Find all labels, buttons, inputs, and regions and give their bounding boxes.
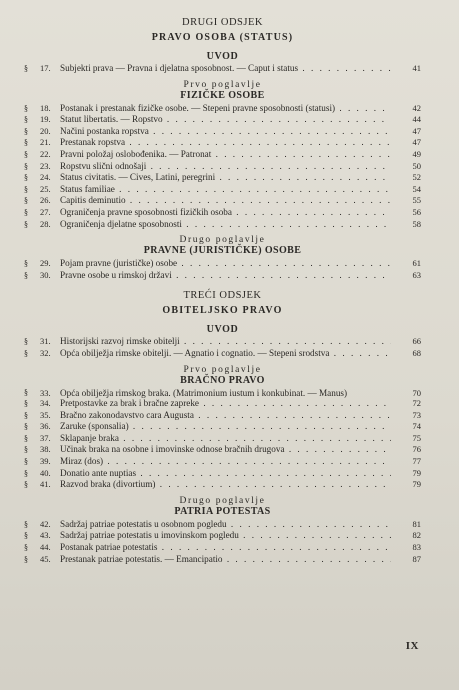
entry-title: Bračno zakonodavstvo cara Augusta . . . (60, 410, 391, 421)
section-sign: § (24, 422, 28, 432)
entry-number: 17. (40, 63, 51, 73)
toc-entry[interactable] (24, 270, 421, 282)
entry-number: 39. (40, 456, 51, 467)
section-sign: § (24, 219, 28, 229)
section-sign: § (24, 259, 28, 269)
chapter-entries (24, 103, 421, 231)
entry-title: Historijski razvoj rimske obitelji . . . (60, 336, 391, 347)
section-sign: § (24, 445, 28, 455)
intro-entries (24, 336, 421, 359)
entry-page: 47 (412, 137, 421, 148)
toc-entry[interactable] (24, 444, 421, 456)
entry-page: 72 (412, 398, 421, 409)
entry-title: Učinak braka na osobne i imovinske odnose bračnih drugova . . . (60, 444, 391, 455)
toc-entry[interactable] (24, 542, 421, 554)
section-sign: § (24, 115, 28, 125)
entry-title: Pojam pravne (jurističke) osobe . . . (60, 258, 391, 269)
entry-title: Opća obilježja rimskog braka. (Matrimonium iustum i konkubinat. — Manus) (60, 387, 348, 398)
section-heading: DRUGI ODSJEK (182, 17, 263, 28)
section-sign: § (24, 410, 28, 420)
entry-page: 55 (412, 195, 421, 206)
toc-entry[interactable] (24, 137, 421, 149)
chapter-label: Drugo poglavlje (179, 235, 266, 246)
entry-page: 79 (412, 467, 421, 478)
section-sign: § (24, 103, 28, 113)
chapter-label: Prvo poglavlje (183, 79, 262, 90)
entry-number: 34. (40, 398, 51, 409)
entry-title: Ograničenja pravne sposobnosti fizičkih osoba . . . (60, 207, 391, 218)
entry-title: Pravni položaj oslobođenika. — Patronat . . . (60, 149, 391, 160)
toc-entry[interactable] (24, 519, 421, 531)
page-number: IX (405, 640, 419, 652)
entry-page: 75 (412, 432, 421, 443)
section-sign: § (24, 138, 28, 148)
entry-title: Pravne osobe u rimskoj državi . . . (60, 270, 391, 281)
section-sign: § (24, 337, 28, 347)
entry-title: Pretpostavke za brak i bračne zapreke . . . (60, 398, 391, 409)
intro-entries (24, 63, 421, 75)
entry-title: Sklapanje braka . . . (60, 433, 391, 444)
entry-number: 42. (40, 518, 51, 529)
intro-heading: UVOD (206, 51, 239, 62)
entry-page: 79 (412, 479, 421, 490)
entry-page: 81 (412, 518, 421, 529)
entry-title: Ograničenja djelatne sposobnosti . . . (60, 219, 391, 230)
entry-number: 18. (40, 102, 51, 113)
entry-title: Capitis deminutio . . . (60, 195, 391, 206)
toc-entry[interactable] (24, 421, 421, 433)
toc-entry[interactable] (24, 530, 421, 542)
toc-entry[interactable] (24, 219, 421, 231)
toc-entry[interactable] (24, 172, 421, 184)
entry-page: 66 (412, 336, 421, 347)
entry-number: 31. (40, 336, 51, 347)
entry-title: Postanak patriae potestatis . . . (60, 542, 391, 553)
toc-entry[interactable] (24, 398, 421, 410)
entry-title: Miraz (dos) . . . (60, 456, 391, 467)
toc-entry[interactable] (24, 388, 421, 399)
entry-title: Prestanak ropstva . . . (60, 137, 391, 148)
entry-number: 32. (40, 347, 51, 358)
entry-number: 41. (40, 479, 51, 490)
section-sign: § (24, 480, 28, 490)
section-sign: § (24, 196, 28, 206)
section-sign: § (24, 149, 28, 159)
entry-number: 25. (40, 183, 51, 194)
entry-number: 20. (40, 125, 51, 136)
entry-number: 19. (40, 114, 51, 125)
toc-entry[interactable] (24, 63, 421, 75)
section-sign: § (24, 161, 28, 171)
entry-number: 30. (40, 269, 51, 280)
entry-page: 70 (412, 387, 421, 398)
entry-title: Načini postanka ropstva . . . (60, 126, 391, 137)
entry-title: Zaruke (sponsalia) . . . (60, 421, 391, 432)
section-sign: § (24, 543, 28, 553)
entry-title: Sadržaj patriae potestatis u osobnom pogledu . . . (60, 519, 391, 530)
section-sign: § (24, 387, 28, 397)
section-sign: § (24, 207, 28, 217)
section-sign: § (24, 184, 28, 194)
section-sign: § (24, 457, 28, 467)
entry-number: 23. (40, 160, 51, 171)
part-heading: OBITELJSKO PRAVO (162, 305, 283, 317)
section-sign: § (24, 126, 28, 136)
entry-number: 45. (40, 553, 51, 564)
entry-title: Postanak i prestanak fizičke osobe. — Stepeni pravne sposobnosti (statusi) . . . (60, 103, 391, 114)
toc-entry[interactable] (24, 433, 421, 445)
toc-entry[interactable] (24, 103, 421, 115)
entry-page: 52 (412, 172, 421, 183)
entry-number: 43. (40, 530, 51, 541)
entry-page: 56 (412, 206, 421, 217)
entry-title: Sadržaj patriae potestatis u imovinskom pogledu . . . (60, 530, 391, 541)
chapter-entries (24, 258, 421, 281)
toc-entry[interactable] (24, 258, 421, 270)
entry-title: Subjekti prava — Pravna i djelatna sposobnost. — Caput i status . . . (60, 63, 391, 74)
entry-number: 27. (40, 206, 51, 217)
section-heading: TREĆI ODSJEK (183, 290, 262, 302)
toc-entry[interactable] (24, 348, 421, 360)
section-sign: § (24, 468, 28, 478)
entry-title: Status civitatis. — Cives, Latini, peregrini . . . (60, 172, 391, 183)
entry-title: Statut libertatis. — Ropstvo . . . (60, 114, 391, 125)
part-heading: PRAVO OSOBA (STATUS) (151, 32, 294, 43)
entry-page: 50 (412, 160, 421, 171)
section-sign: § (24, 270, 28, 280)
entry-number: 28. (40, 218, 51, 229)
entry-page: 74 (412, 421, 421, 432)
chapter-title: PATRIA POTESTAS (174, 505, 271, 517)
section-sign: § (24, 173, 28, 183)
chapter-entries (24, 519, 421, 565)
entry-page: 82 (412, 530, 421, 541)
toc-entry[interactable] (24, 479, 421, 491)
entry-page: 41 (412, 63, 421, 73)
toc-entry[interactable] (24, 114, 421, 126)
entry-page: 58 (412, 218, 421, 229)
toc-entry[interactable] (24, 207, 421, 219)
toc-entry[interactable] (24, 410, 421, 422)
entry-page: 76 (412, 444, 421, 455)
entry-page: 77 (412, 456, 421, 467)
entry-title: Prestanak patriae potestatis. — Emancipatio . . . (60, 554, 391, 565)
entry-page: 83 (412, 542, 421, 553)
toc-entry[interactable] (24, 468, 421, 480)
entry-number: 21. (40, 137, 51, 148)
toc-entry[interactable] (24, 195, 421, 207)
section-sign: § (24, 64, 28, 73)
entry-page: 73 (412, 409, 421, 420)
entry-page: 63 (412, 269, 421, 280)
toc-entry[interactable] (24, 554, 421, 566)
entry-title: Opća obilježja rimske obitelji. — Agnatio i cognatio. — Stepeni srodstva . . . (60, 348, 391, 359)
section-sign: § (24, 433, 28, 443)
toc-entry[interactable] (24, 161, 421, 173)
entry-number: 29. (40, 258, 51, 269)
entry-page: 42 (412, 102, 421, 113)
section-sign: § (24, 519, 28, 529)
section-sign: § (24, 399, 28, 409)
entry-title: Donatio ante nuptias . . . (60, 468, 391, 479)
chapter-entries (24, 388, 421, 491)
entry-page: 49 (412, 148, 421, 159)
entry-number: 35. (40, 409, 51, 420)
entry-page: 61 (412, 258, 421, 269)
chapter-label: Prvo poglavlje (183, 364, 262, 375)
toc-entry[interactable] (24, 336, 421, 348)
chapter-label: Drugo poglavlje (179, 495, 266, 506)
toc-entry[interactable] (24, 184, 421, 196)
section-sign: § (24, 531, 28, 541)
entry-number: 36. (40, 421, 51, 432)
entry-number: 38. (40, 444, 51, 455)
entry-number: 22. (40, 148, 51, 159)
chapter-title: FIZIČKE OSOBE (180, 89, 265, 101)
entry-title: Status familiae . . . (60, 184, 391, 195)
entry-number: 26. (40, 195, 51, 206)
chapter-title: BRAČNO PRAVO (180, 374, 265, 386)
entry-page: 54 (412, 183, 421, 194)
entry-page: 68 (412, 347, 421, 358)
entry-page: 47 (412, 125, 421, 136)
toc-entry[interactable] (24, 149, 421, 161)
entry-title: Razvod braka (divortium) . . . (60, 479, 391, 490)
chapter-title: PRAVNE (JURISTIČKE) OSOBE (143, 245, 302, 257)
entry-number: 24. (40, 172, 51, 183)
entry-title: Ropstvu slični odnošaji . . . (60, 161, 391, 172)
section-sign: § (24, 554, 28, 564)
toc-entry[interactable] (24, 456, 421, 468)
toc-entry[interactable] (24, 126, 421, 138)
entry-number: 44. (40, 542, 51, 553)
entry-page: 87 (412, 553, 421, 564)
intro-heading: UVOD (206, 324, 239, 336)
section-sign: § (24, 348, 28, 358)
entry-number: 40. (40, 467, 51, 478)
entry-number: 37. (40, 432, 51, 443)
entry-page: 44 (412, 114, 421, 125)
entry-number: 33. (40, 387, 51, 398)
